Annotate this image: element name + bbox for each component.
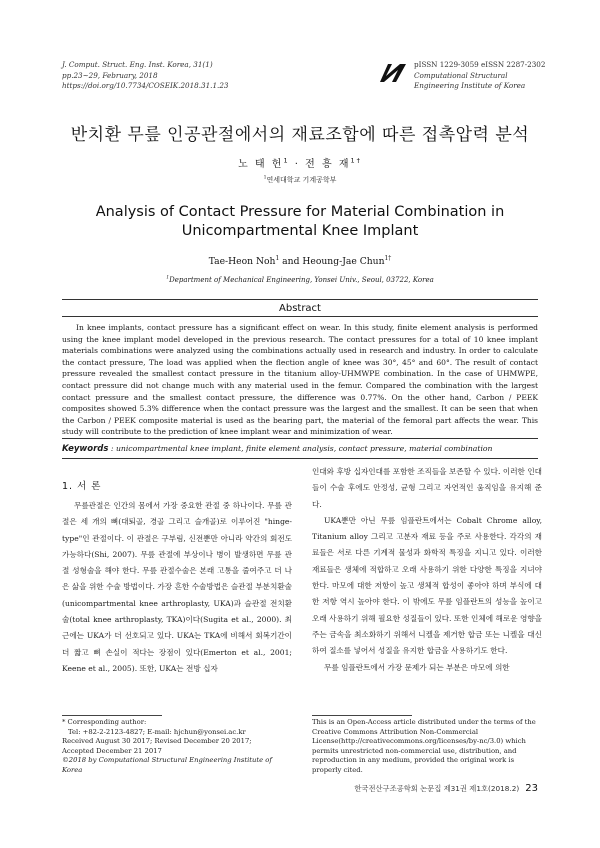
footnote-rule-right: [312, 715, 412, 716]
footnote-line: Received August 30 2017; Revised December 20 2017;: [62, 737, 252, 746]
journal-citation: [62, 60, 228, 92]
doi-link[interactable]: https://doi.org/10.7734/COSEIK.2018.31.1.23: [62, 81, 229, 90]
title-korean: 반치환 무릎 인공관절에서의 재료조합에 따른 접촉압력 분석: [70, 125, 530, 145]
keywords-bottom-rule: [62, 458, 538, 459]
footnote-copyright: ©2018 by Computational Structural Engineering Institute of Korea: [62, 756, 272, 774]
page-footer: [354, 783, 538, 794]
issn-block: [414, 60, 545, 92]
publisher-name-line1: Computational Structural: [414, 70, 508, 80]
footnote-line: * Corresponding author:: [62, 718, 147, 726]
abstract-body: In knee implants, contact pressure has a significant effect on wear. In this study, finite element analysis is performed using the knee implant model developed in the previous research. The contact pressures for a total of 10 knee implant materials combinations were analyzed using the combinations actually used in research and industry. In order to calculate the contact pressure, The load was applied when the flection angle of knee was 30°, 45° and 60°. The result of contact pressure revealed the smallest contact pressure in the titanium alloy-UHMWPE combination. In the case of UHMWPE, contact pressure did not change much with any material used in the femur. Compared the combination with the largest contact pressure and the smallest contact pressure, the difference was 0.77%. On the other hand, Carbon / PEEK composites showed 5.3% difference when the contact pressure was the largest and the smallest. It can be seen that when the Carbon / PEEK composite material is used as the bearing part, the material of the femoral part affects the wear. This study will contribute to the prediction of knee implant wear and minimization of wear.: [62, 323, 538, 437]
title-english-line1: Analysis of Contact Pressure for Material Combination in: [95, 204, 505, 220]
abstract-heading: Abstract: [279, 303, 321, 314]
author-1-english-sup: 1: [275, 254, 280, 262]
footnote-license: This is an Open-Access article distributed under the terms of the Creative Commons Attribution Non-Commercial License(http://creativecommons.org/licenses/by-nc/3.0) which permits unrestricted non-commercial use, distribution, and reproduction in any medium, provided the original work is properly cited.: [312, 718, 536, 774]
authors-english: [0, 256, 600, 267]
affiliation-english-text: Department of Mechanical Engineering, Yonsei Univ., Seoul, 03722, Korea: [169, 276, 434, 284]
title-english: [0, 203, 600, 241]
footnote-corresponding: [62, 718, 292, 776]
footnote-rule-left: [62, 715, 162, 716]
author-2-english-sup: 1†: [384, 254, 392, 262]
abstract-heading-rule: [62, 316, 538, 317]
footer-journal: 한국전산구조공학회 논문집 제31권 제1호(2018.2): [354, 784, 520, 793]
paragraph: 인대와 후방 십자인대를 포함한 조직들을 보존할 수 있다. 이러한 인대들이 수술 후에도 안정성, 균형 그리고 자연적인 움직임을 유지해 준다.: [312, 467, 542, 509]
journal-citation-line1: J. Comput. Struct. Eng. Inst. Korea, 31(1): [62, 60, 213, 69]
author-1-korean-sup: 1: [283, 156, 290, 165]
keywords-line: [62, 444, 538, 454]
body-column-right: [312, 464, 542, 676]
abstract-top-rule: [62, 299, 538, 300]
publisher-name-line2: Engineering Institute of Korea: [414, 81, 526, 90]
issn-numbers: pISSN 1229-3059 eISSN 2287-2302: [414, 60, 546, 69]
journal-citation-line2: pp.23~29, February, 2018: [62, 70, 158, 80]
affiliation-korean-sup: 1: [263, 175, 267, 181]
abstract-bottom-rule: [62, 438, 538, 439]
title-english-line2: Unicompartmental Knee Implant: [181, 223, 419, 239]
section-heading-introduction: 1. 서 론: [62, 481, 102, 492]
author-separator: ·: [289, 159, 306, 170]
authors-korean: [0, 155, 600, 170]
body-column-left: [62, 498, 292, 677]
publisher-logo: [378, 62, 408, 84]
author-2-english: Heoung-Jae Chun: [302, 256, 385, 267]
affiliation-english: [0, 276, 600, 284]
author-conjunction: and: [279, 256, 303, 267]
author-2-korean: 전 흥 재: [305, 159, 351, 170]
affiliation-english-sup: 1: [166, 275, 170, 281]
paragraph: UKA뿐만 아닌 무릎 임플란트에서는 Cobalt Chrome alloy, Titanium alloy 그리고 고분자 재료 등을 주로 사용한다. 각각의 재료들은 서로 다른 기계적 물성과 화학적 특징을 지니고 있다. 이러한 재료들은 생체에 적합하고 오래 사용하기 위한 다양한 특징을 지녀야 한다. 마모에 대한 저항이 높고 생체적 합성이 좋아야 하며 부식에 대한 저항 역시 높아야 한다. 이 밖에도 무릎 임플란트의 성능을 높이고 오래 사용하기 위해 필요한 성질들이 있다. 또한 인체에 해로운 영향을 주는 금속을 최소화하기 위해서 니켈을 제거한 합금 또는 니켈을 대신하여 질소를 넣어서 성질을 유지한 합금을 사용하기도 한다.: [312, 515, 542, 656]
footnote-contact: Tel: +82-2-2123-4827; E-mail: hjchun@yonsei.ac.kr: [68, 727, 246, 736]
author-1-korean: 노 태 헌: [238, 159, 284, 170]
author-1-english: Tae-Heon Noh: [208, 256, 276, 267]
affiliation-korean: [0, 175, 600, 185]
page-number: 23: [525, 783, 538, 794]
author-2-korean-sup: 1†: [350, 156, 362, 165]
paragraph: 무릎 임플란트에서 가장 문제가 되는 부분은 마모에 의한: [324, 662, 510, 672]
footnote-line: Accepted December 21 2017: [62, 746, 162, 755]
keywords-label: Keywords: [62, 444, 109, 454]
affiliation-korean-text: 연세대학교 기계공학부: [266, 176, 337, 184]
keywords-text: : unicompartmental knee implant, finite element analysis, contact pressure, material combination: [108, 444, 493, 453]
paragraph: 무릎관절은 인간의 몸에서 가장 중요한 관절 중 하나이다. 무릎 관절은 세 개의 뼈(대퇴골, 경골 그리고 슬개골)로 이루어진 "hinge-type"인 관절이다. 이 관절은 구부림, 신전뿐만 아니라 약간의 회전도 가능하다(Shi, 2007). 무릎 관절에 부상이나 병이 발생하면 무릎 관절 성형술을 해야 한다. 무릎 관절수술은 본래 고통을 줄여주고 더 나은 삶을 위한 수술 방법이다. 가장 흔한 수술방법은 슬관절 부분치환술(unicompartmental knee arthroplasty, UKA)과 슬관절 전치환술(total knee arthroplasty, TKA)이다(Sugita et al., 2000). 최근에는 UKA가 더 선호되고 있다. UKA는 TKA에 비해서 회복기간이 더 짧고 뼈 손실이 적다는 장점이 있다(Emerton et al., 2001; Keene et al., 2005). 또한, UKA는 전방 십자: [62, 501, 292, 673]
